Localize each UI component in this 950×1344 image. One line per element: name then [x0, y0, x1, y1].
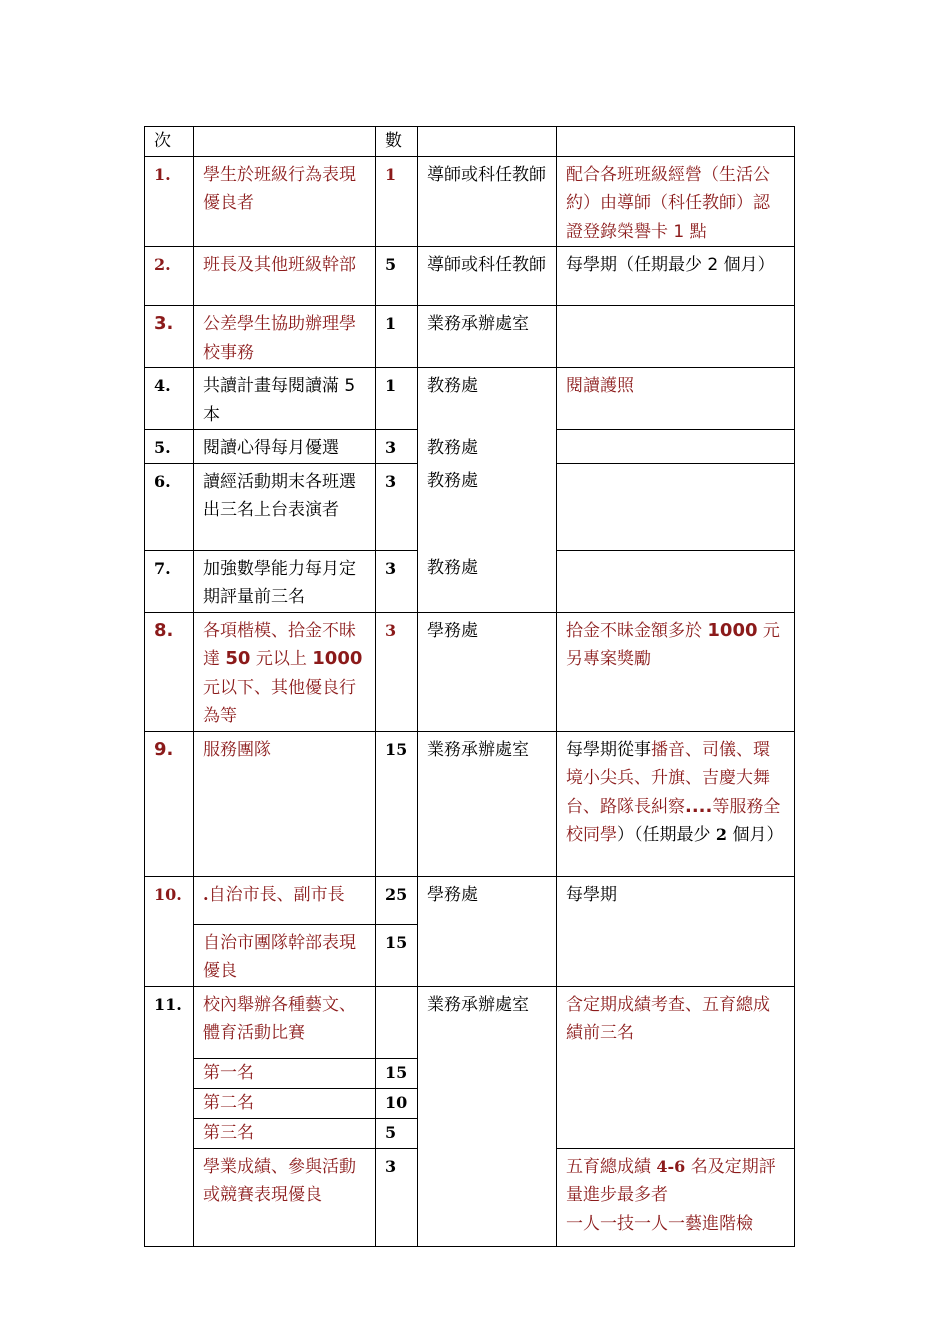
note-text-part: 一人一技一人一藝進階檢 — [566, 1213, 753, 1234]
note-text-part: ）（任期最少 — [617, 825, 716, 845]
item-text-part: 各項楷模、拾金不昧達 — [203, 620, 356, 669]
note-text — [557, 1148, 795, 1246]
point-count: 10 — [376, 1088, 418, 1118]
item-text: 共讀計畫每閱讀滿 5 本 — [194, 368, 376, 430]
point-count: 3 — [376, 430, 418, 464]
point-count: 1 — [376, 156, 418, 247]
note-text: 配合各班班級經營（生活公約）由導師（科任教師）認證登錄榮譽卡 1 點 — [557, 156, 795, 247]
place-label: 第三名 — [194, 1118, 376, 1148]
responsible-unit: 學務處 — [418, 612, 557, 731]
item-text-part: 元以下、其他優良行為等 — [203, 677, 356, 726]
header-col-item — [194, 127, 376, 157]
row-number: 1. — [145, 156, 194, 247]
header-col-no: 次 — [145, 127, 194, 157]
item-text: 學生於班級行為表現優良者 — [194, 156, 376, 247]
note-text — [557, 306, 795, 368]
point-count: 3 — [376, 1148, 418, 1246]
amount-value: 50 — [225, 648, 251, 669]
note-text — [557, 612, 795, 731]
table-row — [145, 876, 795, 924]
item-text: 公差學生協助辦理學校事務 — [194, 306, 376, 368]
row-number: 9. — [145, 731, 194, 876]
point-count: 3 — [376, 612, 418, 731]
table-row — [145, 247, 795, 306]
responsible-unit: 教務處 — [418, 550, 557, 612]
note-text-part: 元另專案獎勵 — [566, 620, 780, 669]
point-count: 15 — [376, 924, 418, 986]
responsible-unit: 業務承辦處室 — [418, 306, 557, 368]
note-text-part: 每學期從事 — [566, 739, 651, 760]
item-text: 加強數學能力每月定期評量前三名 — [194, 550, 376, 612]
note-text-part: 五育總成績 — [566, 1156, 657, 1177]
responsible-unit: 業務承辦處室 — [418, 731, 557, 876]
amount-value: 1000 — [707, 619, 758, 641]
row-number: 10. — [145, 876, 194, 986]
note-text: 每學期（任期最少 2 個月） — [557, 247, 795, 306]
note-text-part: 播音、司儀、環境小尖兵、升旗、吉慶大舞台、路隊長糾察 — [566, 739, 770, 817]
point-count: 15 — [376, 1058, 418, 1088]
note-text: 閱讀護照 — [557, 368, 795, 430]
note-text-part: 2 — [715, 825, 728, 844]
header-col-note — [557, 127, 795, 157]
item-text — [194, 612, 376, 731]
point-count: 5 — [376, 247, 418, 306]
table-row — [145, 306, 795, 368]
point-count: 25 — [376, 876, 418, 924]
point-count: 3 — [376, 463, 418, 550]
point-count: 5 — [376, 1118, 418, 1148]
place-label: 第二名 — [194, 1088, 376, 1118]
row-number: 2. — [145, 247, 194, 306]
note-text: 每學期 — [557, 876, 795, 986]
item-text: 校內舉辦各種藝文、體育活動比賽 — [194, 986, 376, 1058]
table-row — [145, 430, 795, 464]
note-text-part: 名及定期評量進步最多者 — [566, 1156, 776, 1205]
note-text: 含定期成績考查、五育總成績前三名 — [557, 986, 795, 1148]
note-text-part: 4-6 — [656, 1156, 686, 1176]
table-row — [145, 986, 795, 1058]
responsible-unit: 教務處 — [418, 430, 557, 464]
note-text-part: .... — [685, 795, 713, 817]
item-text — [194, 876, 376, 924]
note-text — [557, 550, 795, 612]
item-text: 自治市團隊幹部表現優良 — [194, 924, 376, 986]
amount-value: 1000 — [312, 648, 363, 669]
table-row — [145, 368, 795, 430]
row-number: 4. — [145, 368, 194, 430]
row-number: 7. — [145, 550, 194, 612]
row-number: 8. — [145, 612, 194, 731]
item-text: 閱讀心得每月優選 — [194, 430, 376, 464]
note-text — [557, 731, 795, 876]
table-row — [145, 731, 795, 876]
place-label: 第一名 — [194, 1058, 376, 1088]
note-text-part: 等服務全校同學 — [566, 796, 781, 845]
table-row — [145, 550, 795, 612]
row-number: 3. — [145, 306, 194, 368]
responsible-unit: 學務處 — [418, 876, 557, 986]
note-text-part: 個月） — [727, 825, 784, 845]
responsible-unit: 教務處 — [418, 368, 557, 430]
item-text-part: 元以上 — [250, 649, 313, 669]
note-text-part: 拾金不昧金額多於 — [566, 620, 708, 641]
header-row — [145, 127, 795, 157]
note-text — [557, 463, 795, 550]
point-count: 1 — [376, 306, 418, 368]
row-number: 11. — [145, 986, 194, 1246]
item-text: 班長及其他班級幹部 — [194, 247, 376, 306]
point-count: 3 — [376, 550, 418, 612]
note-text — [557, 430, 795, 464]
item-text-part: . — [203, 884, 209, 904]
responsible-unit: 導師或科任教師 — [418, 156, 557, 247]
item-text: 讀經活動期末各班選出三名上台表演者 — [194, 463, 376, 550]
header-col-count: 數 — [376, 127, 418, 157]
table-row — [145, 156, 795, 247]
point-count: 1 — [376, 368, 418, 430]
responsible-unit: 業務承辦處室 — [418, 986, 557, 1246]
responsible-unit: 教務處 — [418, 463, 557, 550]
point-count: 15 — [376, 731, 418, 876]
item-text: 服務團隊 — [194, 731, 376, 876]
header-col-unit — [418, 127, 557, 157]
point-count — [376, 986, 418, 1058]
table-row — [145, 463, 795, 550]
row-number: 6. — [145, 463, 194, 550]
table-row — [145, 612, 795, 731]
row-number: 5. — [145, 430, 194, 464]
item-text: 學業成績、參與活動或競賽表現優良 — [194, 1148, 376, 1246]
responsible-unit: 導師或科任教師 — [418, 247, 557, 306]
item-text-part: 自治市長、副市長 — [208, 884, 345, 905]
reward-table — [144, 126, 795, 1247]
